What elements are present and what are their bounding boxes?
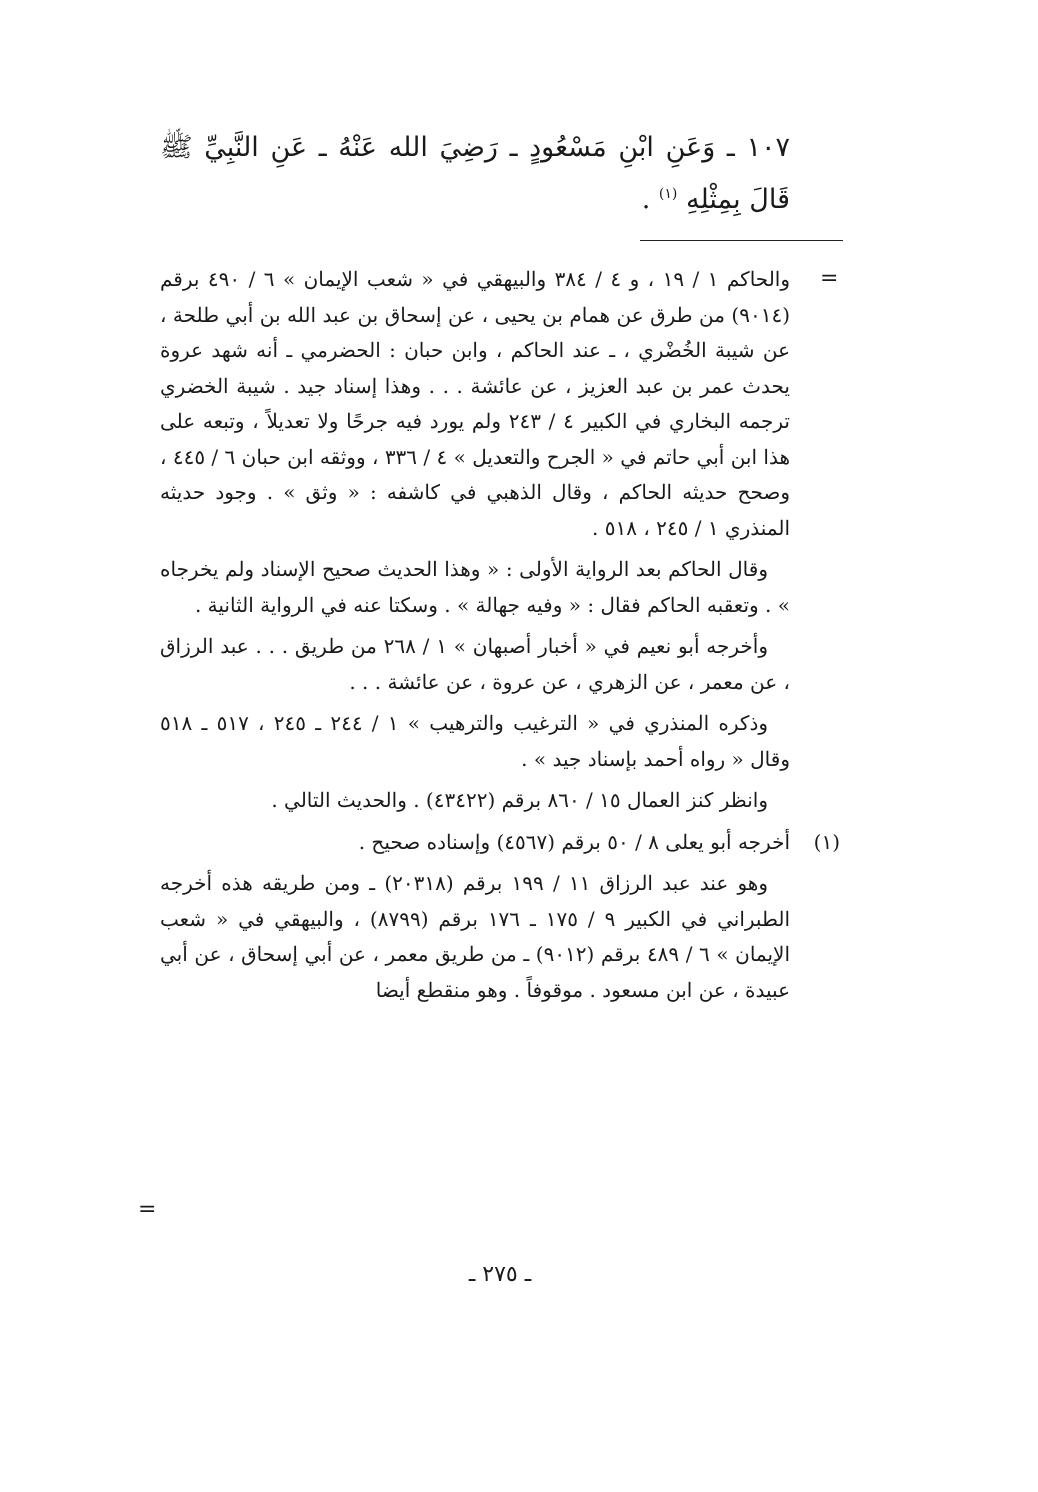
footnote-paragraph: وقال الحاكم بعد الرواية الأولى : « وهذا الحديث صحيح الإسناد ولم يخرجاه » . وتعقبه الحاكم فقال : « وفيه جهالة » . وسكتا عنه في الرواية الثانية .: [160, 557, 790, 617]
page-number: ـ ٢٧٥ ـ: [468, 1262, 532, 1287]
hadith-end: .: [641, 184, 651, 215]
footnote-number: (١): [813, 829, 840, 854]
footnotes-section: [160, 262, 840, 1014]
footnote-1: [160, 825, 840, 1009]
footnote-paragraph: والحاكم ١ / ١٩ ، و ٤ / ٣٨٤ والبيهقي في « شعب الإيمان » ٦ / ٤٩٠ برقم (٩٠١٤) من طرق عن همام بن يحيى ، عن إسحاق بن عبد الله بن أبي طلحة ، عن شيبة الخُضْري ، ـ عند الحاكم ، وابن حبان : الحضرمي ـ أنه شهد عروة يحدث عمر بن عبد العزيز ، عن عائشة . . . وهذا إسناد جيد . شيبة الخضري ترجمه البخاري في الكبير ٤ / ٢٤٣ ولم يورد فيه جرحًا ولا تعديلاً ، وتبعه على هذا ابن أبي حاتم في « الجرح والتعديل » ٤ / ٣٣٦ ، ووثقه ابن حبان ٦ / ٤٤٥ ، وصحح حديثه الحاكم ، وقال الذهبي في كاشفه : « وثق » . وجود حديثه المنذري ١ / ٢٤٥ ، ٥١٨ .: [160, 267, 791, 540]
continuation-mark-top: =: [820, 266, 839, 291]
continuation-mark-bottom: =: [138, 1197, 157, 1222]
footnote-paragraph: أخرجه أبو يعلى ٨ / ٥٠ برقم (٤٥٦٧) وإسناده صحيح .: [358, 829, 790, 854]
footnote-paragraph: وذكره المنذري في « الترغيب والترهيب » ١ / ٢٤٤ ـ ٢٤٥ ، ٥١٧ ـ ٥١٨ وقال « رواه أحمد بإسناد جيد » .: [160, 711, 790, 771]
footnote-paragraph: وانظر كنز العمال ١٥ / ٨٦٠ برقم (٤٣٤٢٢) . والحديث التالي .: [271, 788, 768, 812]
footnote-reference: (١): [658, 186, 678, 202]
hadith-text: [160, 122, 790, 226]
footnote-separator: [640, 240, 843, 241]
hadith-body: ١٠٧ ـ وَعَنِ ابْنِ مَسْعُودٍ ـ رَضِيَ الله عَنْهُ ـ عَنِ النَّبِيِّ ﷺ قَالَ بِمِثْلِهِ: [160, 132, 790, 215]
footnote-paragraph: وأخرجه أبو نعيم في « أخبار أصبهان » ١ / ٢٦٨ من طريق . . . عبد الرزاق ، عن معمر ، عن الزهري ، عن عروة ، عن عائشة . . .: [160, 634, 790, 694]
footnote-paragraph: وهو عند عبد الرزاق ١١ / ١٩٩ برقم (٢٠٣١٨) ـ ومن طريقه هذه أخرجه الطبراني في الكبير ٩ / ١٧٥ ـ ١٧٦ برقم (٨٧٩٩) ، والبيهقي في « شعب الإيمان » ٦ / ٤٨٩ برقم (٩٠١٢) ـ من طريق معمر ، عن أبي إسحاق ، عن أبي عبيدة ، عن ابن مسعود . موقوفاً . وهو منقطع أيضا: [160, 871, 791, 1002]
